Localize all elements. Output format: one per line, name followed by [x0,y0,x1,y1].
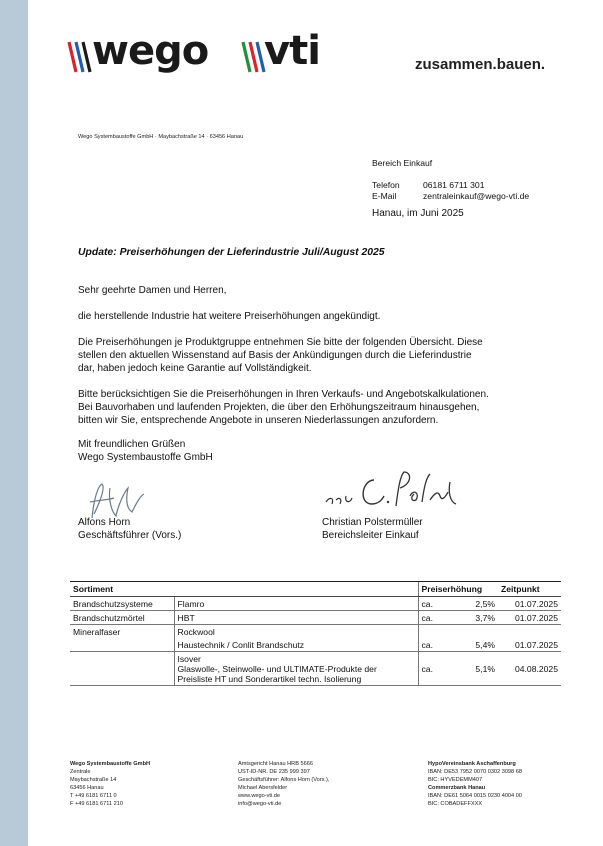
footer-legal [238,760,329,808]
row-category: Brandschutzmörtel [70,611,174,625]
row-date: 04.08.2025 [498,652,561,686]
signer-right-title: Bereichsleiter Einkauf [322,530,419,541]
footer-line: BIC: COBADEFFXXX [428,801,483,807]
price-increase-table [70,581,561,686]
paragraph-2-line: dar, haben jedoch keine Garantie auf Vollständigkeit. [78,363,312,375]
footer-line: Maybachstraße 14 [70,777,117,783]
closing-block [78,438,558,464]
footer-line: Wego Systembaustoffe GmbH [70,761,151,767]
signer-left-title: Geschäftsführer (Vors.) [78,530,182,541]
row-product: HBT [174,611,418,625]
header-preiserhoehung: Preiserhöhung [418,582,498,597]
row-product: Haustechnik / Conlit Brandschutz [174,638,418,652]
row-ca: ca. [418,638,446,652]
footer-line: UST-ID-NR. DE 235 999 397 [238,769,310,775]
email-address[interactable]: zentraleinkauf@wego-vti.de [423,191,530,201]
wego-logo [66,30,216,80]
footer-line: F +49 6181 6711 210 [70,801,123,807]
footer-line: BIC: HYVEDEMM407 [428,777,483,783]
row-date [498,625,561,639]
sender-line: Wego Systembaustoffe GmbH · Maybachstraße 14 · 63456 Hanau [78,134,244,140]
paragraph-2-line: stellen den aktuellen Wissenstand auf Basis der Ankündigungen durch die Lieferindustrie [78,350,472,362]
paragraph-3-line: Bei Bauvorhaben und laufenden Projekten, die über den Erhöhungszeitraum hinausgehen, [78,402,480,414]
closing-company: Wego Systembaustoffe GmbH [78,452,213,464]
phone-number: 06181 6711 301 [423,180,485,190]
footer-website[interactable]: www.wego-vti.de [238,793,280,799]
tagline: zusammen.bauen. [415,56,546,73]
department: Bereich Einkauf [372,158,433,168]
row-product-detail: Glaswolle-, Steinwolle- und ULTIMATE-Produkte der [177,663,377,674]
row-category [70,652,174,686]
row-category: Brandschutzsysteme [70,597,174,611]
place-date: Hanau, im Juni 2025 [372,208,464,219]
paragraph-3 [78,388,558,428]
row-ca: ca. [418,652,446,686]
row-category [70,638,174,652]
row-ca: ca. [418,597,446,611]
footer-line: Michael Abersfelder [238,785,288,791]
table-row [70,638,561,652]
paragraph-3-line: bitten wir Sie, entsprechende Angebote in unseren Niederlassungen anzufordern. [78,415,439,427]
footer-line: Zentrale [70,769,91,775]
footer-line: Commerzbank Hanau [428,785,486,791]
left-margin-stripe [0,0,28,846]
footer-company [70,760,150,808]
row-product: Isover [177,653,201,664]
table-row [70,611,561,625]
footer-line: Geschäftsführer: Alfons Horn (Vors.), [238,777,330,783]
table-row [70,652,561,686]
row-category: Mineralfaser [73,626,121,637]
paragraph-2-line: Die Preiserhöhungen je Produktgruppe entnehmen Sie bitte der folgenden Übersicht. Diese [78,337,483,348]
row-percent: 5,1% [446,652,498,686]
row-percent: 5,4% [446,638,498,652]
email-label: E-Mail [372,191,397,201]
row-percent: 3,7% [446,611,498,625]
footer-line: IBAN: DE53 7952 0070 0302 3098 68 [428,769,522,775]
phone-label: Telefon [372,180,400,190]
closing: Mit freundlichen Grüßen [78,439,186,450]
signature-christian-polstermueller [322,466,462,512]
header-zeitpunkt: Zeitpunkt [498,582,561,597]
vti-logo [240,30,330,80]
row-date: 01.07.2025 [498,597,561,611]
footer-bank [428,760,522,808]
row-ca [418,625,446,639]
row-product: Flamro [174,597,418,611]
row-product-multiline [174,652,418,686]
wego-wordmark: wego [92,28,209,74]
footer-line: T +49 6181 6711 0 [70,793,117,799]
row-date: 01.07.2025 [498,638,561,652]
signer-right-name: Christian Polstermüller [322,517,423,528]
row-percent [446,625,498,639]
header-sortiment: Sortiment [70,582,418,597]
table-row [70,625,561,639]
table-row [70,597,561,611]
vti-wordmark: vti [264,28,320,74]
footer-line: HypoVereinsbank Aschaffenburg [428,761,516,767]
row-ca: ca. [418,611,446,625]
paragraph-3-line: Bitte berücksichtigen Sie die Preiserhöhungen in Ihren Verkaufs- und Angebotskalkulationen. [78,389,489,400]
row-date: 01.07.2025 [498,611,561,625]
row-product-detail: Preisliste HT und Sonderartikel techn. Isolierung [177,673,362,684]
footer-line: Amtsgericht Hanau HRB 5666 [238,761,313,767]
salutation: Sehr geehrte Damen und Herren, [78,285,227,296]
table-header-row [70,582,561,597]
paragraph-2 [78,336,558,376]
row-percent: 2,5% [446,597,498,611]
footer-line: 63456 Hanau [70,785,104,791]
footer-line: IBAN: DE61 5064 0015 0230 4004 00 [428,793,522,799]
signer-left-name: Alfons Horn [78,517,131,528]
paragraph-1: die herstellende Industrie hat weitere Preiserhöhungen angekündigt. [78,311,381,322]
row-product: Rockwool [174,625,418,639]
letter-subject: Update: Preiserhöhungen der Lieferindustrie Juli/August 2025 [78,247,385,258]
footer-email[interactable]: info@wego-vti.de [238,801,282,807]
